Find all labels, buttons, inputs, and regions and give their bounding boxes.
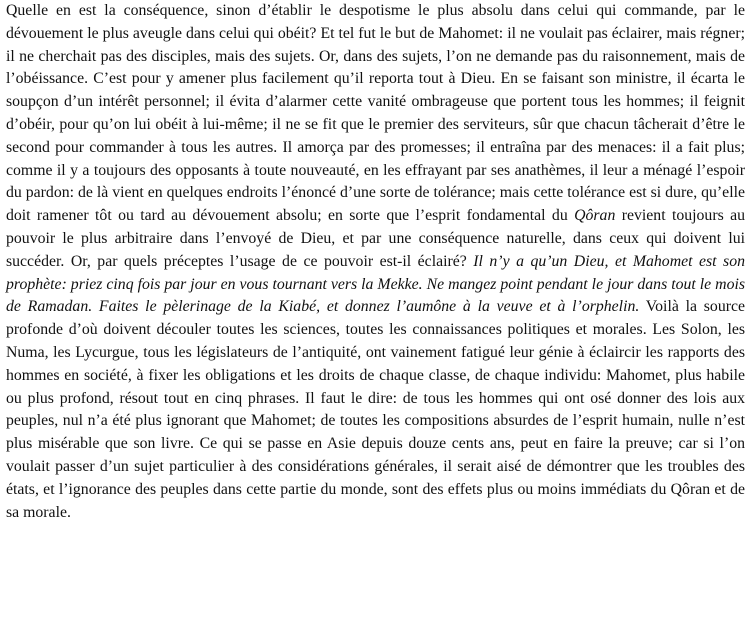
text-segment: revient toujours au pouvoir le plus arbitraire dans l’envoyé de Dieu, et par une conséquence naturelle, dans ceux qui doivent lui succéder. Or, par quels préceptes l’usage de ce pouvoir est-il éclairé? [6, 207, 745, 270]
body-paragraph [6, 0, 745, 524]
italic-segment-precepts: Il n’y a qu’un Dieu, et Mahomet est son prophète: priez cinq fois par jour en vous tournant vers la Mekke. Ne mangez point pendant le jour dans tout le mois de Ramadan. Faites le pèlerinage de la Kiabé, et donnez l’aumône à la veuve et à l’orphelin. [6, 252, 745, 316]
text-segment: Quelle en est la conséquence, sinon d’établir le despotisme le plus absolu dans celui qui commande, par le dévouement le plus aveugle dans celui qui obéit? Et tel fut le but de Mahomet: il ne voulait pas éclairer, mais régner; il ne cherchait pas des disciples, mais des sujets. Or, dans des sujets, l’on ne demande pas du raisonnement, mais de l’obéissance. C’est pour y amener plus facilement qu’il reporta tout à Dieu. En se faisant son ministre, il écarta le soupçon d’un intérêt personnel; il évita d’alarmer cette vanité ombrageuse que portent tous les hommes; il feignit d’obéir, pour qu’on lui obéit à lui-même; il ne se fit que le premier des serviteurs, sûr que chacun tâcherait d’être le second pour commander à tous les autres. Il amorça par des promesses; il entraîna par des menaces: il a fait plus; comme il y a toujours des opposants à toute nouveauté, en les effrayant par ses anathèmes, il leur a ménagé l’espoir du pardon: de là vient en quelques endroits l’énoncé d’une sorte de tolérance; mais cette tolérance est si dure, qu’elle doit ramener tôt ou tard au dévouement absolu; en sorte que l’esprit fondamental du [6, 2, 745, 225]
text-segment: Voilà la source profonde d’où doivent découler toutes les sciences, toutes les connaissances politiques et morales. Les Solon, les Numa, les Lycurgue, tous les législateurs de l’antiquité, ont vainement fatigué leur génie à éclaircir les rapports des hommes en société, à fixer les obligations et les droits de chaque classe, de chaque individu: Mahomet, plus habile ou plus profond, résout tout en cinq phrases. Il faut le dire: de tous les hommes qui ont osé donner des lois aux peuples, nul n’a été plus ignorant que Mahomet; de toutes les compositions absurdes de l’esprit humain, nulle n’est plus misérable que son livre. Ce qui se passe en Asie depuis douze cents ans, peut en faire la preuve; car si l’on voulait passer d’un sujet particulier à des considérations générales, il serait aisé de démontrer que les troubles des états, et l’ignorance des peuples dans cette partie du monde, sont des effets plus ou moins immédiats du Qôran et de sa morale. [6, 298, 746, 521]
italic-segment-qoran: Qôran [574, 207, 616, 225]
